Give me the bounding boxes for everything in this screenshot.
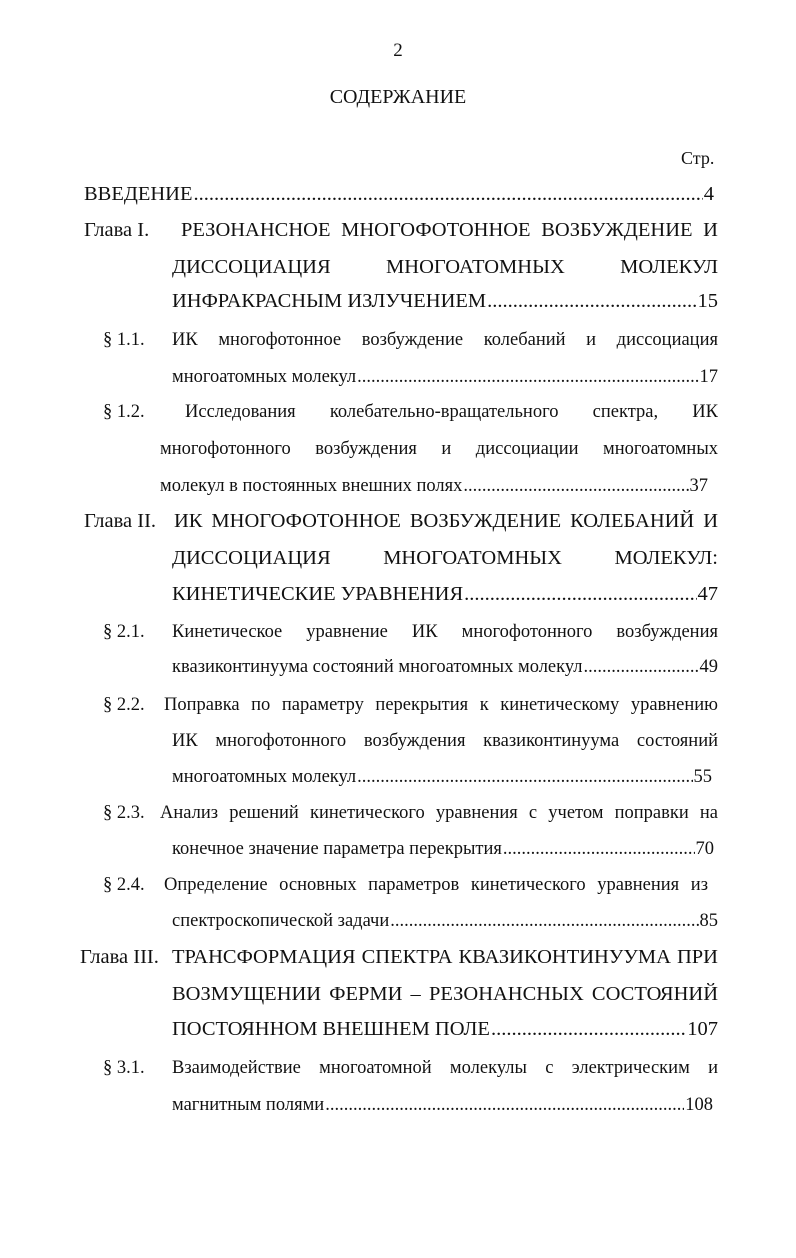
toc-page-number: 47 xyxy=(697,583,718,605)
toc-entry-text: многоатомных молекул xyxy=(172,767,357,787)
toc-entry-section-1-2[interactable] xyxy=(160,473,708,499)
dot-leader xyxy=(194,181,703,207)
toc-entry-section-2-1[interactable] xyxy=(172,654,718,680)
toc-chapter-title-line: РЕЗОНАНСНОЕ МНОГОФОТОННОЕ ВОЗБУЖДЕНИЕ И xyxy=(181,219,718,241)
page-title: СОДЕРЖАНИЕ xyxy=(329,86,467,108)
toc-section-label: § 1.1. xyxy=(103,330,145,350)
toc-section-title-line: Кинетическое уравнение ИК многофотонного возбуждения xyxy=(172,622,718,642)
dot-leader xyxy=(491,1016,686,1042)
toc-page-number: 55 xyxy=(693,767,712,787)
toc-section-label: § 2.3. xyxy=(103,803,145,823)
toc-section-title-line: Взаимодействие многоатомной молекулы с электрическим и xyxy=(172,1058,718,1078)
toc-section-title-line: Поправка по параметру перекрытия к кинетическому уравнению xyxy=(164,695,718,715)
toc-entry-section-2-3[interactable] xyxy=(172,836,714,862)
toc-section-title-line: Определение основных параметров кинетического уравнения из xyxy=(164,875,708,895)
toc-page-number: 15 xyxy=(697,290,718,312)
toc-entry-text: молекул в постоянных внешних полях xyxy=(160,476,463,496)
toc-entry-text: спектроскопической задачи xyxy=(172,911,390,931)
dot-leader xyxy=(357,764,692,790)
toc-entry-text: ИНФРАКРАСНЫМ ИЗЛУЧЕНИЕМ xyxy=(172,290,487,312)
toc-page-number: 85 xyxy=(699,911,718,931)
toc-section-label: § 1.2. xyxy=(103,402,145,422)
dot-leader xyxy=(487,288,696,314)
toc-chapter-title-line: ИК МНОГОФОТОННОЕ ВОЗБУЖДЕНИЕ КОЛЕБАНИЙ И xyxy=(174,510,718,532)
toc-chapter-label: Глава II. xyxy=(84,510,157,532)
toc-entry-text: ВВЕДЕНИЕ xyxy=(84,183,193,205)
toc-chapter-title-line: ДИССОЦИАЦИЯ МНОГОАТОМНЫХ МОЛЕКУЛ xyxy=(172,256,718,278)
dot-leader xyxy=(325,1092,684,1118)
toc-chapter-label: Глава III. xyxy=(80,946,159,968)
dot-leader xyxy=(463,473,688,499)
toc-section-title-line: ИК многофотонного возбуждения квазиконтинуума состояний xyxy=(172,731,718,751)
toc-page-number: 70 xyxy=(695,839,714,859)
page-column-label: Стр. xyxy=(681,148,715,168)
toc-entry-text: многоатомных молекул xyxy=(172,367,357,387)
toc-section-label: § 2.4. xyxy=(103,875,145,895)
page-number: 2 xyxy=(393,40,403,61)
toc-page-number: 17 xyxy=(699,367,718,387)
toc-entry-chapter-2[interactable] xyxy=(172,581,718,607)
toc-section-title-line: Исследования колебательно-вращательного спектра, ИК xyxy=(185,402,718,422)
toc-entry-text: квазиконтинуума состояний многоатомных молекул xyxy=(172,657,583,677)
toc-page-number: 4 xyxy=(703,183,714,205)
toc-section-label: § 2.2. xyxy=(103,695,145,715)
toc-entry-section-1-1[interactable] xyxy=(172,364,718,390)
dot-leader xyxy=(464,581,696,607)
toc-entry-section-2-4[interactable] xyxy=(172,908,718,934)
toc-section-title-line: многофотонного возбуждения и диссоциации многоатомных xyxy=(160,439,718,459)
toc-chapter-title-line: ВОЗМУЩЕНИИ ФЕРМИ – РЕЗОНАНСНЫХ СОСТОЯНИЙ xyxy=(172,983,718,1005)
toc-entry-chapter-1[interactable] xyxy=(172,288,718,314)
toc-entry-section-2-2[interactable] xyxy=(172,764,712,790)
toc-entry-text: ПОСТОЯННОМ ВНЕШНЕМ ПОЛЕ xyxy=(172,1018,490,1040)
toc-entry-text: конечное значение параметра перекрытия xyxy=(172,839,502,859)
dot-leader xyxy=(503,836,695,862)
toc-section-title-line: ИК многофотонное возбуждение колебаний и диссоциация xyxy=(172,330,718,350)
toc-section-title-line: Анализ решений кинетического уравнения с учетом поправки на xyxy=(160,803,718,823)
toc-page-number: 107 xyxy=(687,1018,718,1040)
dot-leader xyxy=(584,654,699,680)
toc-chapter-title-line: ДИССОЦИАЦИЯ МНОГОАТОМНЫХ МОЛЕКУЛ: xyxy=(172,547,718,569)
dot-leader xyxy=(357,364,698,390)
toc-entry-introduction[interactable] xyxy=(84,181,714,207)
toc-entry-chapter-3[interactable] xyxy=(172,1016,718,1042)
toc-chapter-title-line: ТРАНСФОРМАЦИЯ СПЕКТРА КВАЗИКОНТИНУУМА ПРИ xyxy=(172,946,718,968)
toc-section-label: § 2.1. xyxy=(103,622,145,642)
toc-page-number: 49 xyxy=(699,657,718,677)
toc-page-number: 108 xyxy=(685,1095,713,1115)
toc-page-number: 37 xyxy=(689,476,708,496)
dot-leader xyxy=(390,908,698,934)
toc-chapter-label: Глава I. xyxy=(84,219,150,241)
toc-entry-text: магнитным полями xyxy=(172,1095,325,1115)
toc-entry-section-3-1[interactable] xyxy=(172,1092,713,1118)
toc-entry-text: КИНЕТИЧЕСКИЕ УРАВНЕНИЯ xyxy=(172,583,464,605)
toc-section-label: § 3.1. xyxy=(103,1058,145,1078)
